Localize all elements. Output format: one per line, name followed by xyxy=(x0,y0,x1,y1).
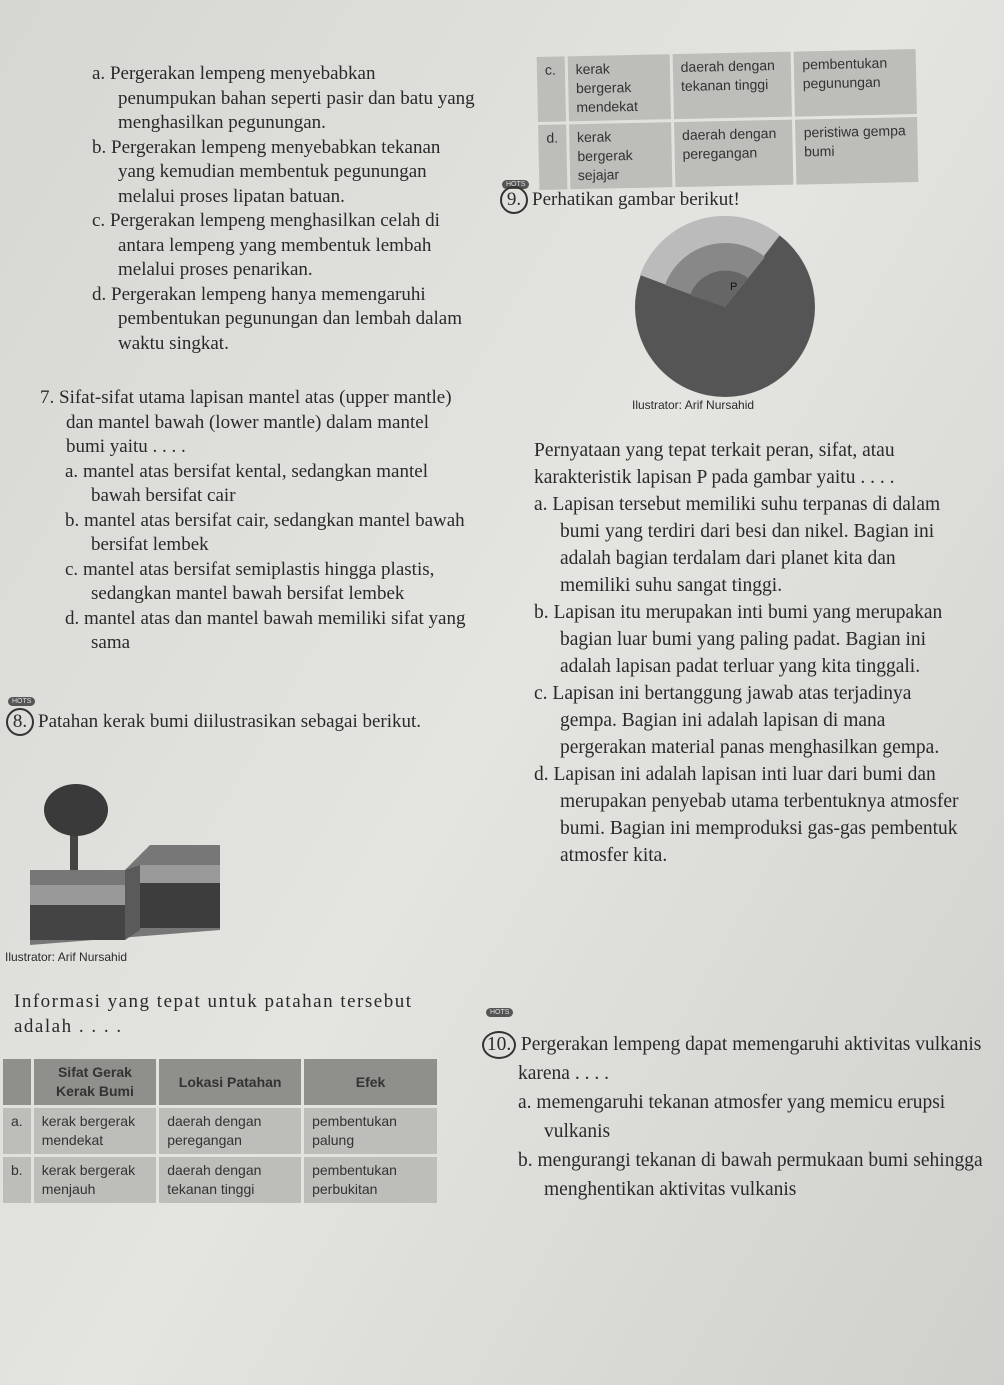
fault-illustration xyxy=(30,775,230,955)
hots-badge: HOTS xyxy=(502,180,529,189)
q10-option-b[interactable]: b. mengurangi tekanan di bawah permukaan bumi sehingga menghentikan aktivitas vulkanis xyxy=(518,1150,983,1200)
table-header-row xyxy=(3,1059,437,1105)
q7-text: Sifat-sifat utama lapisan mantel atas (upper mantle) dan mantel bawah (lower mantle) dalam mantel bumi yaitu . . . . xyxy=(59,387,452,457)
q9-option-a[interactable]: a. Lapisan tersebut memiliki suhu terpanas di dalam bumi yang terdiri dari besi dan nikel. Bagian ini adalah bagian terdalam dari planet kita dan memiliki suhu sangat tinggi. xyxy=(534,494,941,596)
q8-prompt: Informasi yang tepat untuk patahan tersebut adalah . . . . xyxy=(14,991,413,1037)
hots-badge: HOTS xyxy=(8,697,35,706)
q8-option-c-row[interactable]: c. kerak bergerak mendekat daerah dengan tekanan tinggi pembentukan pegunungan xyxy=(537,49,917,122)
q8-number: 8. xyxy=(6,708,34,736)
hots-badge: HOTS xyxy=(486,1008,513,1017)
q8-illustrator-credit: Ilustrator: Arif Nursahid xyxy=(5,950,128,964)
question-7 xyxy=(40,386,470,656)
q8-options-table xyxy=(0,1056,440,1206)
q6-option-b[interactable]: b. Pergerakan lempeng menyebabkan tekanan yang kemudian membentuk pegunungan melalui proses lipatan batuan. xyxy=(92,136,441,207)
q7-option-a[interactable]: a. mantel atas bersifat kental, sedangkan mantel bawah bersifat cair xyxy=(65,460,428,506)
q8-options-table-continued xyxy=(534,46,922,193)
question-9 xyxy=(500,186,980,214)
q8-text: Patahan kerak bumi diilustrasikan sebagai berikut. xyxy=(38,711,422,732)
column-header: Sifat Gerak Kerak Bumi xyxy=(34,1059,157,1105)
question-10 xyxy=(482,1030,992,1204)
q8-option-b-row[interactable]: b. kerak bergerak menjauh daerah dengan tekanan tinggi pembentukan perbukitan xyxy=(3,1157,437,1203)
column-header: Efek xyxy=(304,1059,437,1105)
q9-prompt: Pernyataan yang tepat terkait peran, sifat, atau karakteristik lapisan P pada gambar yaitu . . . . xyxy=(534,440,895,488)
q9-body xyxy=(534,437,964,869)
earth-layers-illustration xyxy=(630,215,820,400)
q7-number: 7. xyxy=(40,387,55,408)
q9-option-b[interactable]: b. Lapisan itu merupakan inti bumi yang merupakan bagian luar bumi yang paling padat. Bagian ini adalah lapisan padat terluar yang kita tinggali. xyxy=(534,602,943,677)
q9-number: 9. xyxy=(500,186,528,214)
q7-option-d[interactable]: d. mantel atas dan mantel bawah memiliki sifat yang sama xyxy=(65,607,466,653)
q6-options xyxy=(92,62,477,356)
q9-option-c[interactable]: c. Lapisan ini bertanggung jawab atas terjadinya gempa. Bagian ini adalah lapisan di mana pergerakan material panas menghasilkan gempa. xyxy=(534,683,940,758)
q7-option-b[interactable]: b. mantel atas bersifat cair, sedangkan mantel bawah bersifat lembek xyxy=(65,509,465,555)
column-header: Lokasi Patahan xyxy=(159,1059,301,1105)
q9-option-d[interactable]: d. Lapisan ini adalah lapisan inti luar dari bumi dan merupakan penyebab utama terbentuknya atmosfer bumi. Bagian ini memproduksi gas-gas pembentuk atmosfer kita. xyxy=(534,764,959,866)
q10-option-a[interactable]: a. memengaruhi tekanan atmosfer yang memicu erupsi vulkanis xyxy=(518,1092,946,1142)
q9-illustrator-credit: Ilustrator: Arif Nursahid xyxy=(632,398,755,412)
q6-option-c[interactable]: c. Pergerakan lempeng menghasilkan celah di antara lempeng yang membentuk lembah melalui proses penarikan. xyxy=(92,210,440,280)
question-8 xyxy=(6,708,466,736)
q6-option-d[interactable]: d. Pergerakan lempeng hanya memengaruhi pembentukan pegunungan dan lembah dalam waktu singkat. xyxy=(92,283,463,354)
q10-text: Pergerakan lempeng dapat memengaruhi aktivitas vulkanis karena . . . . xyxy=(518,1034,982,1084)
q10-number: 10. xyxy=(482,1031,516,1059)
label-p: P xyxy=(730,281,738,293)
q7-option-c[interactable]: c. mantel atas bersifat semiplastis hingga plastis, sedangkan mantel bawah bersifat lembek xyxy=(65,558,435,604)
q6-option-a[interactable]: a. Pergerakan lempeng menyebabkan penumpukan bahan seperti pasir dan batu yang menghasilkan pegunungan. xyxy=(92,63,475,133)
q8-option-d-row[interactable]: d. kerak bergerak sejajar daerah dengan peregangan peristiwa gempa bumi xyxy=(538,117,918,190)
q8-option-a-row[interactable]: a. kerak bergerak mendekat daerah dengan peregangan pembentukan palung xyxy=(3,1108,437,1154)
q9-text: Perhatikan gambar berikut! xyxy=(532,189,740,210)
